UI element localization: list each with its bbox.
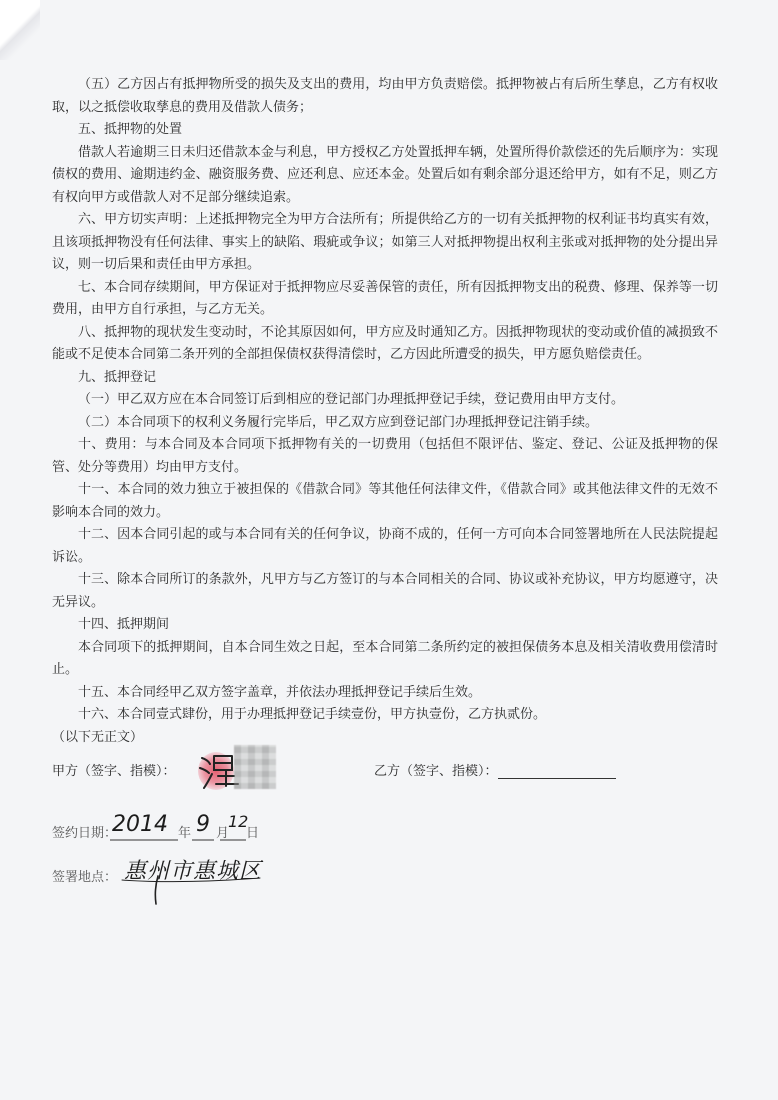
year-unit: 年 [178,826,192,841]
end-of-text-note: （以下无正文） [52,729,144,745]
clause-5: 借款人若逾期三日未归还借款本金与利息，甲方授权乙方处置抵押车辆，处置所得价款偿还的先后顺序为：实现债权的费用、逾期违约金、融资服务费、应还利息、应还本金。处置后如有剩余部分退还给甲方，如有不足，则乙方有权向甲方或借款人对不足部分继续追索。 [52,144,718,205]
party-b-signature-row [374,760,616,779]
clause-15: 十五、本合同经甲乙双方签字盖章，并依法办理抵押登记手续后生效。 [78,684,482,700]
date-day-handwritten: 12 [228,812,249,831]
section-heading-14: 十四、抵押期间 [78,617,170,632]
contract-body [52,74,718,749]
clause-14: 本合同项下的抵押期间，自本合同生效之日起，至本合同第二条所约定的被担保债务本息及相关清收费用偿清时止。 [52,639,718,677]
signing-date-label: 签约日期： [52,826,118,841]
signing-place-flourish [118,850,268,906]
clause-11: 十一、本合同的效力独立于被担保的《借款合同》等其他任何法律文件，《借款合同》或其他法律文件的无效不影响本合同的效力。 [52,482,718,520]
date-year-handwritten: 2014 [112,812,168,837]
date-month-handwritten: 9 [196,812,210,837]
clause-12: 十二、因本合同引起的或与本合同有关的任何争议，协商不成的，任何一方可向本合同签署地所在人民法院提起诉讼。 [52,527,718,565]
clause-6: 六、甲方切实声明：上述抵押物完全为甲方合法所有；所提供给乙方的一切有关抵押物的权利证书均真实有效，且该项抵押物没有任何法律、事实上的缺陷、瑕疵或争议；如第三人对抵押物提出权利主张或对抵押物的处分提出异议，则一切后果和责任由甲方承担。 [52,212,718,272]
clause-10: 十、费用：与本合同及本合同项下抵押物有关的一切费用（包括但不限评估、鉴定、登记、公证及抵押物的保管、处分等费用）均由甲方支付。 [52,437,718,475]
month-unit: 月 [216,826,230,841]
clause-7: 七、本合同存续期间，甲方保证对于抵押物应尽妥善保管的责任，所有因抵押物支出的税费、修理、保养等一切费用，由甲方自行承担，与乙方无关。 [52,279,718,317]
date-underlines [108,838,258,842]
clause-4-5: （五）乙方因占有抵押物所受的损失及支出的费用，均由甲方负责赔偿。抵押物被占有后所生孳息，乙方有权收取，以之抵偿收取孳息的费用及借款人债务； [52,77,718,115]
party-b-signature-label: 乙方（签字、指模）： [374,764,498,779]
section-heading-9: 九、抵押登记 [78,369,157,385]
clause-16: 十六、本合同壹式肆份，用于办理抵押登记手续壹份，甲方执壹份，乙方执贰份。 [78,707,547,722]
party-a-signature-label: 甲方（签字、指模）： [52,764,176,779]
redacted-name-mosaic [234,745,276,789]
clause-9-2: （二）本合同项下的权利义务履行完毕后，甲乙双方应到登记部门办理抵押登记注销手续。 [78,414,599,430]
clause-13: 十三、除本合同所订的条款外，凡甲方与乙方签订的与本合同相关的合同、协议或补充协议，甲方均愿遵守，决无异议。 [52,572,718,610]
signing-place-handwritten: 惠州市惠城区 [124,859,263,884]
section-heading-5: 五、抵押物的处置 [78,122,183,137]
folded-corner [0,0,40,60]
day-unit: 日 [246,826,260,841]
signing-place-label: 签署地点： [52,870,118,885]
party-b-signature-line [498,764,616,779]
clause-9-1: （一）甲乙双方应在本合同签订后到相应的登记部门办理抵押登记手续，登记费用由甲方支付。 [78,392,625,407]
signing-place-row [52,866,117,885]
clause-8: 八、抵押物的现状发生变动时，不论其原因如何，甲方应及时通知乙方。因抵押物现状的变动或价值的减损致不能或不足使本合同第二条开列的全部担保债权获得清偿时，乙方因此所遭受的损失，甲方愿负赔偿责任。 [52,324,718,362]
